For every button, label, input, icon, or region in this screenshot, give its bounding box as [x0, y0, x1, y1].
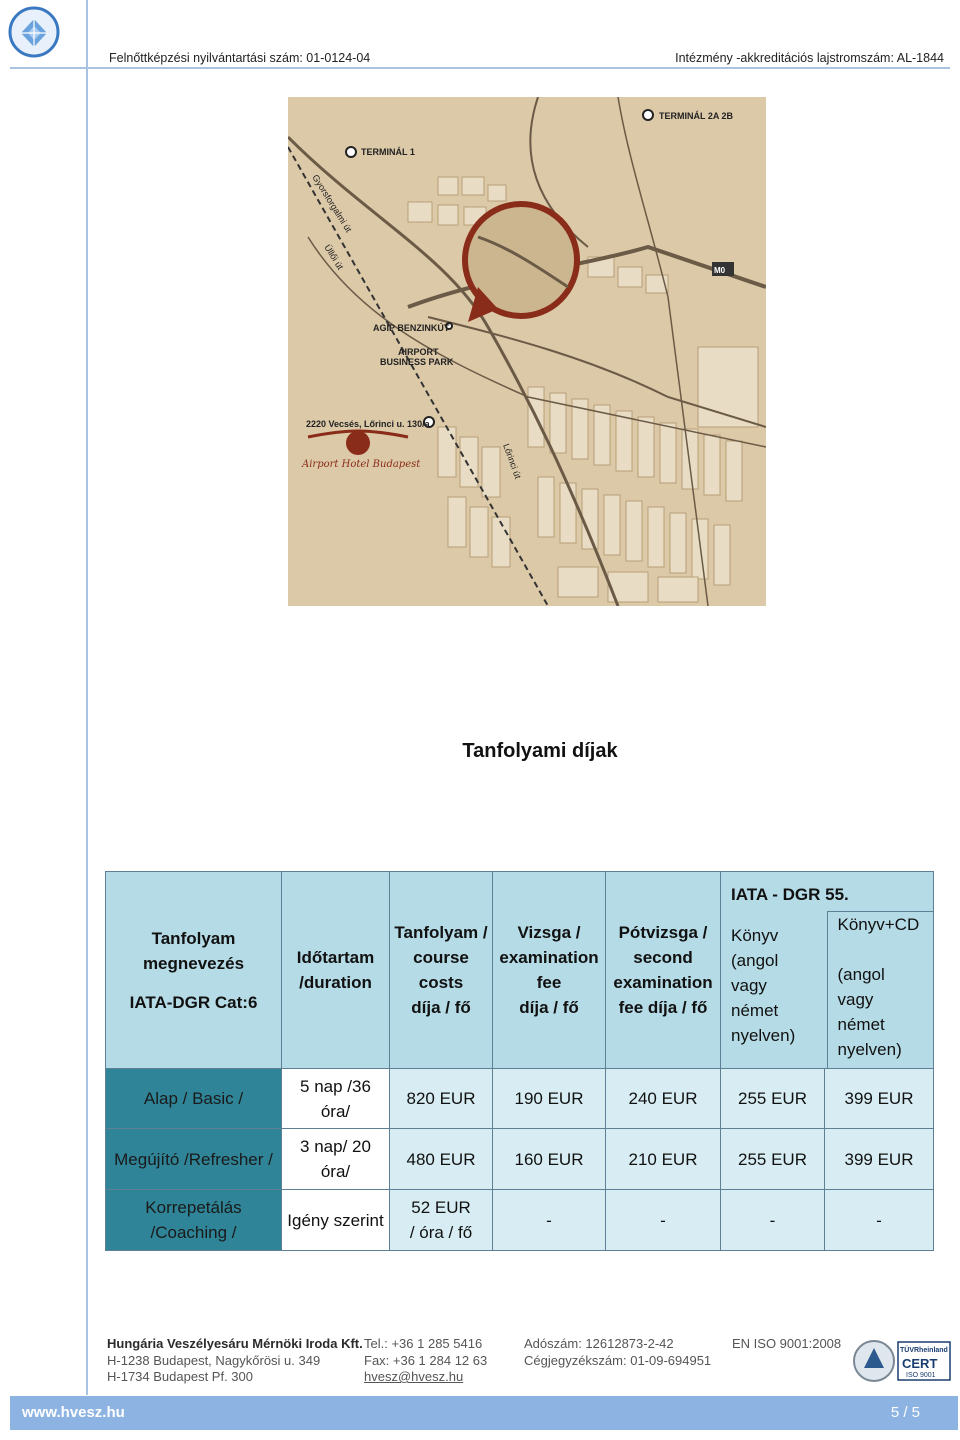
row-name-basic: Alap / Basic / [106, 1069, 282, 1129]
table-row [106, 1069, 934, 1129]
footer-registration-block [524, 1336, 711, 1369]
row-exam-fee: - [493, 1190, 606, 1251]
map-label-m0: M0 [714, 266, 726, 275]
footer-contact-block [364, 1336, 487, 1386]
left-margin-rule [86, 0, 88, 1395]
row-book-cd-price: 399 EUR [825, 1129, 934, 1190]
footer-fax: Fax: +36 1 284 12 63 [364, 1352, 488, 1368]
tuv-cert-badge-icon [852, 1338, 952, 1384]
row-name-coaching: Korrepetálás /Coaching / [106, 1190, 282, 1251]
map-label-agip: AGIP BENZINKÚT [373, 323, 450, 333]
header-duration: Időtartam /duration [282, 872, 390, 1069]
row-second-exam-fee: 210 EUR [606, 1129, 721, 1190]
row-exam-fee: 190 EUR [493, 1069, 606, 1129]
row-course-cost: 820 EUR [390, 1069, 493, 1129]
footer-company-name: Hungária Veszélyesáru Mérnöki Iroda Kft. [107, 1336, 363, 1351]
header-course-cost: Tanfolyam / course costs díja / fő [390, 872, 493, 1069]
header-exam-fee: Vizsga / examination fee díja / fő [493, 872, 606, 1069]
header-iata-dgr [721, 872, 934, 1069]
row-book-price: 255 EUR [721, 1069, 825, 1129]
header-iata-title: IATA - DGR 55. [731, 885, 849, 904]
training-registration-number: Felnőttképzési nyilvántartási szám: 01-0124-04 [109, 51, 371, 65]
map-label-airport-park-2: BUSINESS PARK [380, 357, 454, 367]
table-row [106, 1129, 934, 1190]
location-map [288, 97, 766, 606]
header-course-name: Tanfolyam megnevezés IATA-DGR Cat:6 [106, 872, 282, 1069]
svg-text:CERT: CERT [902, 1356, 938, 1371]
table-row [106, 1190, 934, 1251]
row-second-exam-fee: 240 EUR [606, 1069, 721, 1129]
footer-iso: EN ISO 9001:2008 [732, 1336, 842, 1351]
fees-table [105, 871, 934, 1251]
map-label-road1: Gyorsforgalmi út [310, 172, 354, 235]
footer-company-block [107, 1336, 363, 1386]
accreditation-number: Intézmény -akkreditációs lajstromszám: AL-1844 [675, 51, 944, 65]
website-link[interactable]: www.hvesz.hu [22, 1404, 125, 1421]
page-number: 5 / 5 [890, 1404, 920, 1421]
header-rule [10, 67, 950, 69]
row-duration: Igény szerint [282, 1190, 390, 1251]
bottom-bar [10, 1396, 958, 1430]
map-label-road2: Üllői út [322, 242, 346, 272]
map-label-road3: Lőrinci út [501, 442, 524, 481]
header-book-cd: Könyv+CD (angol vagy német nyelven) [827, 911, 934, 1068]
row-exam-fee: 160 EUR [493, 1129, 606, 1190]
map-label-terminal1: TERMINÁL 1 [361, 147, 415, 157]
header-book: Könyv (angol vagy német nyelven) [731, 926, 796, 1045]
map-label-hotel: Airport Hotel Budapest [302, 459, 421, 470]
company-logo [8, 6, 60, 58]
row-second-exam-fee: - [606, 1190, 721, 1251]
footer-tel: Tel.: +36 1 285 5416 [364, 1336, 483, 1351]
footer-company-registry: Cégjegyzékszám: 01-09-694951 [524, 1352, 712, 1368]
svg-text:ISO 9001: ISO 9001 [906, 1372, 936, 1379]
row-book-cd-price: 399 EUR [825, 1069, 934, 1129]
footer-email-link[interactable]: hvesz@hvesz.hu [364, 1369, 464, 1384]
row-book-price: 255 EUR [721, 1129, 825, 1190]
header-second-exam-fee: Pótvizsga / second examination fee díja / fő [606, 872, 721, 1069]
row-name-refresher: Megújító /Refresher / [106, 1129, 282, 1190]
page-title: Tanfolyami díjak [462, 740, 618, 762]
map-label-terminal2: TERMINÁL 2A 2B [659, 111, 734, 121]
row-course-cost: 52 EUR / óra / fő [390, 1190, 493, 1251]
svg-text:TÜVRheinland: TÜVRheinland [900, 1347, 948, 1354]
row-course-cost: 480 EUR [390, 1129, 493, 1190]
row-book-price: - [721, 1190, 825, 1251]
footer-address-2: H-1734 Budapest Pf. 300 [107, 1369, 253, 1384]
footer-tax-number: Adószám: 12612873-2-42 [524, 1336, 674, 1351]
row-duration: 3 nap/ 20 óra/ [282, 1129, 390, 1190]
map-label-address: 2220 Vecsés, Lőrinci u. 130/a [306, 419, 430, 429]
footer-address-1: H-1238 Budapest, Nagykőrösi u. 349 [107, 1352, 321, 1368]
row-book-cd-price: - [825, 1190, 934, 1251]
row-duration: 5 nap /36 óra/ [282, 1069, 390, 1129]
map-label-airport-park-1: AIRPORT [398, 347, 439, 357]
